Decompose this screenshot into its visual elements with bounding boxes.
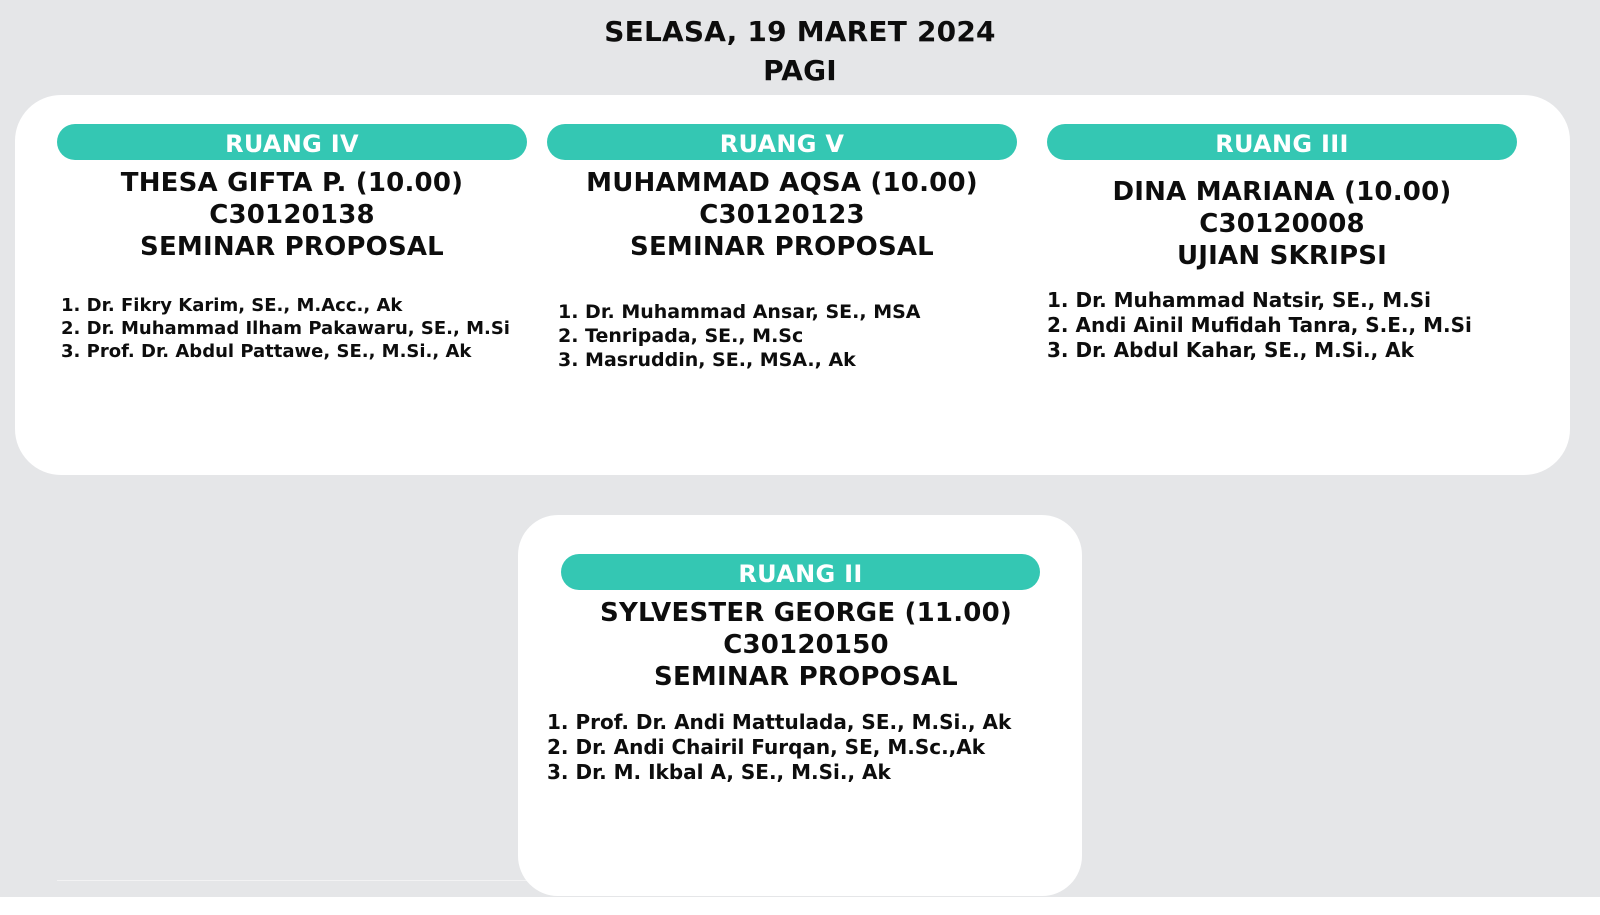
examiner-item: 2. Tenripada, SE., M.Sc [558, 325, 804, 347]
room-label-ruang-iii: RUANG III [1047, 124, 1517, 160]
examiner-item: 3. Dr. M. Ikbal A, SE., M.Si., Ak [547, 760, 891, 784]
examiner-item: 1. Dr. Fikry Karim, SE., M.Acc., Ak [61, 295, 403, 316]
examiner-list-ruang-iv [61, 294, 510, 363]
exam-info-ruang-iii [1037, 176, 1527, 272]
student-id: C30120138 [209, 200, 375, 230]
examiner-item: 2. Andi Ainil Mufidah Tanra, S.E., M.Si [1047, 313, 1472, 337]
student-name-time: DINA MARIANA (10.00) [1112, 177, 1452, 207]
exam-type: SEMINAR PROPOSAL [654, 662, 958, 692]
student-name-time: MUHAMMAD AQSA (10.00) [586, 168, 978, 198]
examiner-list-ruang-ii [547, 710, 1011, 785]
exam-info-ruang-iv [57, 167, 527, 263]
room-label-ruang-iv: RUANG IV [57, 124, 527, 160]
exam-type: UJIAN SKRIPSI [1176, 241, 1388, 271]
exam-info-ruang-v [537, 167, 1027, 263]
student-name-time: SYLVESTER GEORGE (11.00) [600, 598, 1012, 628]
examiner-item: 3. Prof. Dr. Abdul Pattawe, SE., M.Si., Ak [61, 341, 472, 362]
schedule-date: SELASA, 19 MARET 2024 [604, 15, 996, 48]
examiner-item: 3. Masruddin, SE., MSA., Ak [558, 349, 856, 371]
schedule-session: PAGI [763, 54, 837, 87]
examiner-item: 3. Dr. Abdul Kahar, SE., M.Si., Ak [1047, 338, 1414, 362]
student-id: C30120123 [699, 200, 865, 230]
room-label-ruang-v: RUANG V [547, 124, 1017, 160]
room-label-ruang-ii: RUANG II [561, 554, 1040, 590]
examiner-item: 2. Dr. Muhammad Ilham Pakawaru, SE., M.Si [61, 318, 510, 339]
bottom-strip [0, 897, 1600, 915]
examiner-list-ruang-iii [1047, 288, 1472, 363]
exam-type: SEMINAR PROPOSAL [630, 232, 934, 262]
student-id: C30120150 [723, 630, 889, 660]
student-name-time: THESA GIFTA P. (10.00) [120, 168, 464, 198]
divider-line [57, 880, 527, 881]
examiner-item: 1. Dr. Muhammad Natsir, SE., M.Si [1047, 288, 1432, 312]
schedule-header [0, 12, 1600, 90]
student-id: C30120008 [1199, 209, 1365, 239]
exam-type: SEMINAR PROPOSAL [140, 232, 444, 262]
examiner-item: 1. Prof. Dr. Andi Mattulada, SE., M.Si., Ak [547, 710, 1012, 734]
examiner-item: 1. Dr. Muhammad Ansar, SE., MSA [558, 301, 921, 323]
examiner-item: 2. Dr. Andi Chairil Furqan, SE, M.Sc.,Ak [547, 735, 986, 759]
exam-info-ruang-ii [561, 597, 1051, 693]
examiner-list-ruang-v [558, 300, 921, 372]
